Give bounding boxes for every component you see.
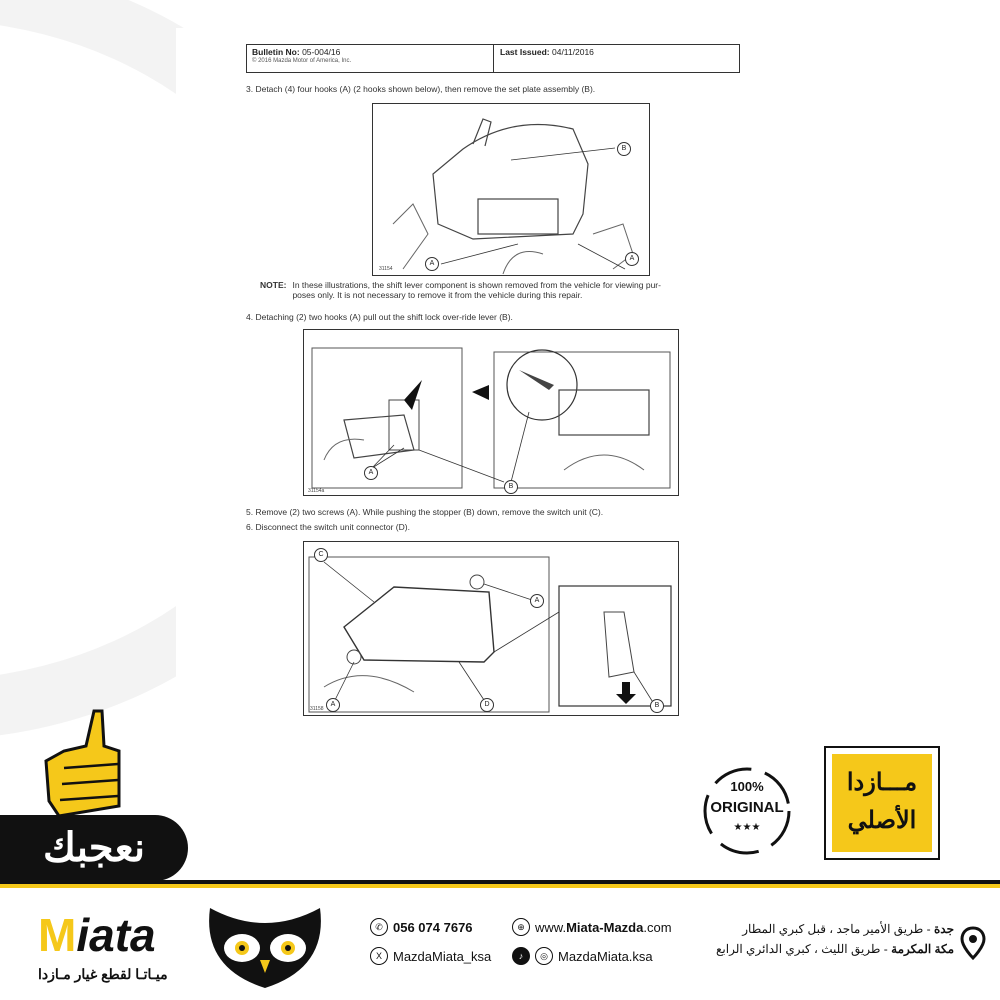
figure-2-number: 31154a bbox=[308, 488, 325, 494]
bulletin-number-label: Bulletin No: bbox=[252, 47, 300, 57]
note-label: NOTE: bbox=[260, 280, 287, 290]
figure-1-drawing bbox=[373, 104, 649, 275]
mazda-original-panel bbox=[832, 754, 932, 852]
last-issued-date: 04/11/2016 bbox=[551, 47, 594, 57]
bulletin-copyright: © 2016 Mazda Motor of America, Inc. bbox=[252, 58, 352, 64]
thumbs-up-icon bbox=[34, 706, 124, 821]
figure-3-number: 31158 bbox=[310, 706, 324, 712]
figure-2 bbox=[303, 329, 679, 496]
figure-3-drawing bbox=[304, 542, 678, 715]
bulletin-header bbox=[246, 44, 740, 73]
original-badge bbox=[692, 756, 802, 866]
bulletin-number-cell bbox=[247, 45, 494, 72]
miata-logo-subtitle: ميـاتـا لقطع غيار مـازدا bbox=[38, 966, 168, 982]
callout-a: A bbox=[326, 698, 340, 712]
website-link[interactable] bbox=[512, 918, 672, 936]
whatsapp-icon: ✆ bbox=[370, 918, 388, 936]
figure-2-drawing bbox=[304, 330, 678, 495]
bulletin-number: 05-004/16 bbox=[302, 47, 341, 57]
step-6: 6. Disconnect the switch unit connector (D). bbox=[246, 522, 410, 532]
callout-a: A bbox=[530, 594, 544, 608]
globe-icon: ⊕ bbox=[512, 918, 530, 936]
last-issued-label: Last Issued: bbox=[500, 47, 550, 57]
callout-b: B bbox=[617, 142, 631, 156]
social-contact[interactable] bbox=[512, 947, 653, 965]
step-3: 3. Detach (4) four hooks (A) (2 hooks shown below), then remove the set plate assembly (B). bbox=[246, 84, 596, 94]
mazda-line-1: مـــازدا bbox=[846, 769, 918, 796]
callout-c: C bbox=[314, 548, 328, 562]
footer-accent-divider bbox=[0, 884, 1000, 888]
step-5: 5. Remove (2) two screws (A). While pushing the stopper (B) down, remove the switch unit (C). bbox=[246, 507, 604, 517]
tiktok-icon: ♪ bbox=[512, 947, 530, 965]
social-handle: MazdaMiata.ksa bbox=[558, 948, 653, 964]
x-handle: MazdaMiata_ksa bbox=[393, 948, 492, 964]
figure-1 bbox=[372, 103, 650, 276]
location-pin-icon bbox=[960, 926, 986, 962]
service-bulletin-page bbox=[176, 28, 774, 723]
step-4: 4. Detaching (2) two hooks (A) pull out the shift lock over-ride lever (B). bbox=[246, 312, 513, 322]
callout-b: B bbox=[504, 480, 518, 494]
mazda-original-box bbox=[824, 746, 940, 860]
owl-logo-icon bbox=[200, 898, 330, 993]
badge-percent: 100% bbox=[730, 779, 764, 794]
badge-stars: ★★★ bbox=[733, 822, 761, 833]
callout-b: B bbox=[650, 699, 664, 713]
note-line-2: poses only. It is not necessary to remove it from the vehicle during this repair. bbox=[292, 290, 583, 300]
makkah-address: مكة المكرمة - طريق الليث ، كبري الدائري الرابع bbox=[716, 942, 954, 956]
callout-d: D bbox=[480, 698, 494, 712]
callout-a: A bbox=[364, 466, 378, 480]
last-issued-cell bbox=[494, 45, 739, 72]
mazda-line-2: الأصلي bbox=[847, 807, 917, 834]
note-block bbox=[260, 280, 740, 300]
x-contact[interactable] bbox=[370, 947, 491, 965]
note-line-1: In these illustrations, the shift lever component is shown removed from the vehicle for viewing pur- bbox=[292, 280, 661, 290]
phone-number: 056 074 7676 bbox=[393, 919, 473, 935]
phone-contact[interactable] bbox=[370, 918, 473, 936]
jeddah-address: جدة - طريق الأمير ماجد ، قبل كبري المطار bbox=[742, 922, 954, 936]
figure-3 bbox=[303, 541, 679, 716]
badge-original: ORIGINAL bbox=[710, 799, 784, 816]
figure-1-number: 31154 bbox=[379, 266, 393, 272]
callout-a: A bbox=[425, 257, 439, 271]
website-text: www.Miata-Mazda.com bbox=[535, 919, 672, 935]
callout-a: A bbox=[625, 252, 639, 266]
like-label: نعجبك bbox=[0, 815, 188, 881]
miata-logo: Miata bbox=[38, 909, 156, 961]
instagram-icon: ◎ bbox=[535, 947, 553, 965]
x-icon: X bbox=[370, 947, 388, 965]
